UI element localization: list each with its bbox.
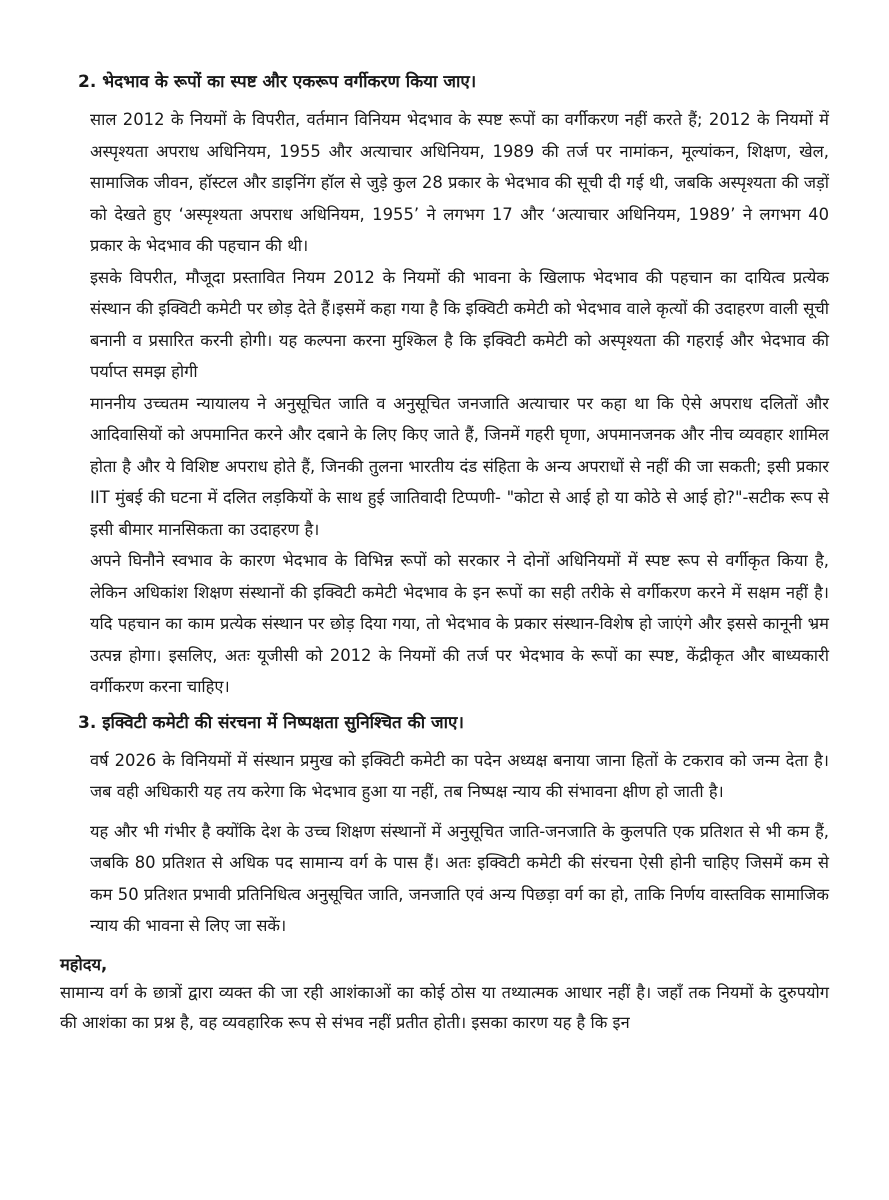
salutation: महोदय,: [60, 954, 108, 974]
closing-paragraph: सामान्य वर्ग के छात्रों द्वारा व्यक्त की जा रही आशंकाओं का कोई ठोस या तथ्यात्मक आधार नहीं है। जहाँ तक नियमों के दुरुपयोग की आशंका का प्रश्न है, वह व्यवहारिक रूप से संभव नहीं प्रतीत होती। इसका कारण यह है कि इन: [60, 982, 829, 1032]
section-3-paragraph-2: यह और भी गंभीर है क्योंकि देश के उच्च शिक्षण संस्थानों में अनुसूचित जाति-जनजाति के कुलपति एक प्रतिशत से भी कम हैं, जबकि 80 प्रतिशत से अधिक पद सामान्य वर्ग के पास हैं। अतः इक्विटी कमेटी की संरचना ऐसी होनी चाहिए जिसमें कम से कम 50 प्रतिशत प्रभावी प्रतिनिधित्व अनुसूचित जाति, जनजाति एवं अन्य पिछड़ा वर्ग का हो, ताकि निर्णय वास्तविक सामाजिक न्याय की भावना से लिए जा सकें।: [90, 821, 829, 935]
section-3: [60, 711, 829, 942]
closing-section: [60, 952, 829, 1038]
section-2-paragraph-4: अपने घिनौने स्वभाव के कारण भेदभाव के विभिन्न रूपों को सरकार ने दोनों अधिनियमों में स्पष्ट रूप से वर्गीकृत किया है, लेकिन अधिकांश शिक्षण संस्थानों की इक्विटी कमेटी भेदभाव के इन रूपों का सही तरीके से वर्गीकरण करने में सक्षम नहीं है। यदि पहचान का काम प्रत्येक संस्थान पर छोड़ दिया गया, तो भेदभाव के प्रकार संस्थान-विशेष हो जाएंगे और इससे कानूनी भ्रम उत्पन्न होगा। इसलिए, अतः यूजीसी को 2012 के नियमों की तर्ज पर भेदभाव के रूपों का स्पष्ट, केंद्रीकृत और बाध्यकारी वर्गीकरण करना चाहिए।: [90, 551, 829, 696]
section-2-paragraph-2: इसके विपरीत, मौजूदा प्रस्तावित नियम 2012 के नियमों की भावना के खिलाफ भेदभाव की पहचान का दायित्व प्रत्येक संस्थान की इक्विटी कमेटी पर छोड़ देते हैं।इसमें कहा गया है कि इक्विटी कमेटी को भेदभाव वाले कृत्यों की उदाहरण वाली सूची बनानी व प्रसारित करनी होगी। यह कल्पना करना मुश्किल है कि इक्विटी कमेटी को अस्पृश्यता की गहराई और भेदभाव की पर्याप्त समझ होगी: [90, 267, 829, 381]
section-2-paragraph-3: माननीय उच्चतम न्यायालय ने अनुसूचित जाति व अनुसूचित जनजाति अत्याचार पर कहा था कि ऐसे अपराध दलितों और आदिवासियों को अपमानित करने और दबाने के लिए किए जाते हैं, जिनमें गहरी घृणा, अपमानजनक और नीच व्यवहार शामिल होता है और ये विशिष्ट अपराध होते हैं, जिनकी तुलना भारतीय दंड संहिता के अन्य अपराधों से नहीं की जा सकती; इसी प्रकार IIT मुंबई की घटना में दलित लड़कियों के साथ हुई जातिवादी टिप्पणी- "कोटा से आई हो या कोठे से आई हो?"-सटीक रूप से इसी बीमार मानसिकता का उदाहरण है।: [90, 393, 829, 539]
section-2-paragraph-1: साल 2012 के नियमों के विपरीत, वर्तमान विनियम भेदभाव के स्पष्ट रूपों का वर्गीकरण नहीं करते हैं; 2012 के नियमों में अस्पृश्यता अपराध अधिनियम, 1955 और अत्याचार अधिनियम, 1989 की तर्ज पर नामांकन, मूल्यांकन, शिक्षण, खेल, सामाजिक जीवन, हॉस्टल और डाइनिंग हॉल से जुड़े कुल 28 प्रकार के भेदभाव की सूची दी गई थी, जबकि अस्पृश्यता की जड़ों को देखते हुए ‘अस्पृश्यता अपराध अधिनियम, 1955’ ने लगभग 17 और ‘अत्याचार अधिनियम, 1989’ ने लगभग 40 प्रकार के भेदभाव की पहचान की थी।: [90, 110, 829, 255]
section-3-heading: 3. इक्विटी कमेटी की संरचना में निष्पक्षता सुनिश्चित की जाए।: [78, 712, 464, 733]
section-3-paragraph-1: वर्ष 2026 के विनियमों में संस्थान प्रमुख को इक्विटी कमेटी का पदेन अध्यक्ष बनाया जाना हितों के टकराव को जन्म देता है। जब वही अधिकारी यह तय करेगा कि भेदभाव हुआ या नहीं, तब निष्पक्ष न्याय की संभावना क्षीण हो जाती है।: [90, 750, 829, 801]
section-2-heading: 2. भेदभाव के रूपों का स्पष्ट और एकरूप वर्गीकरण किया जाए।: [78, 72, 477, 92]
section-2: [60, 70, 829, 703]
